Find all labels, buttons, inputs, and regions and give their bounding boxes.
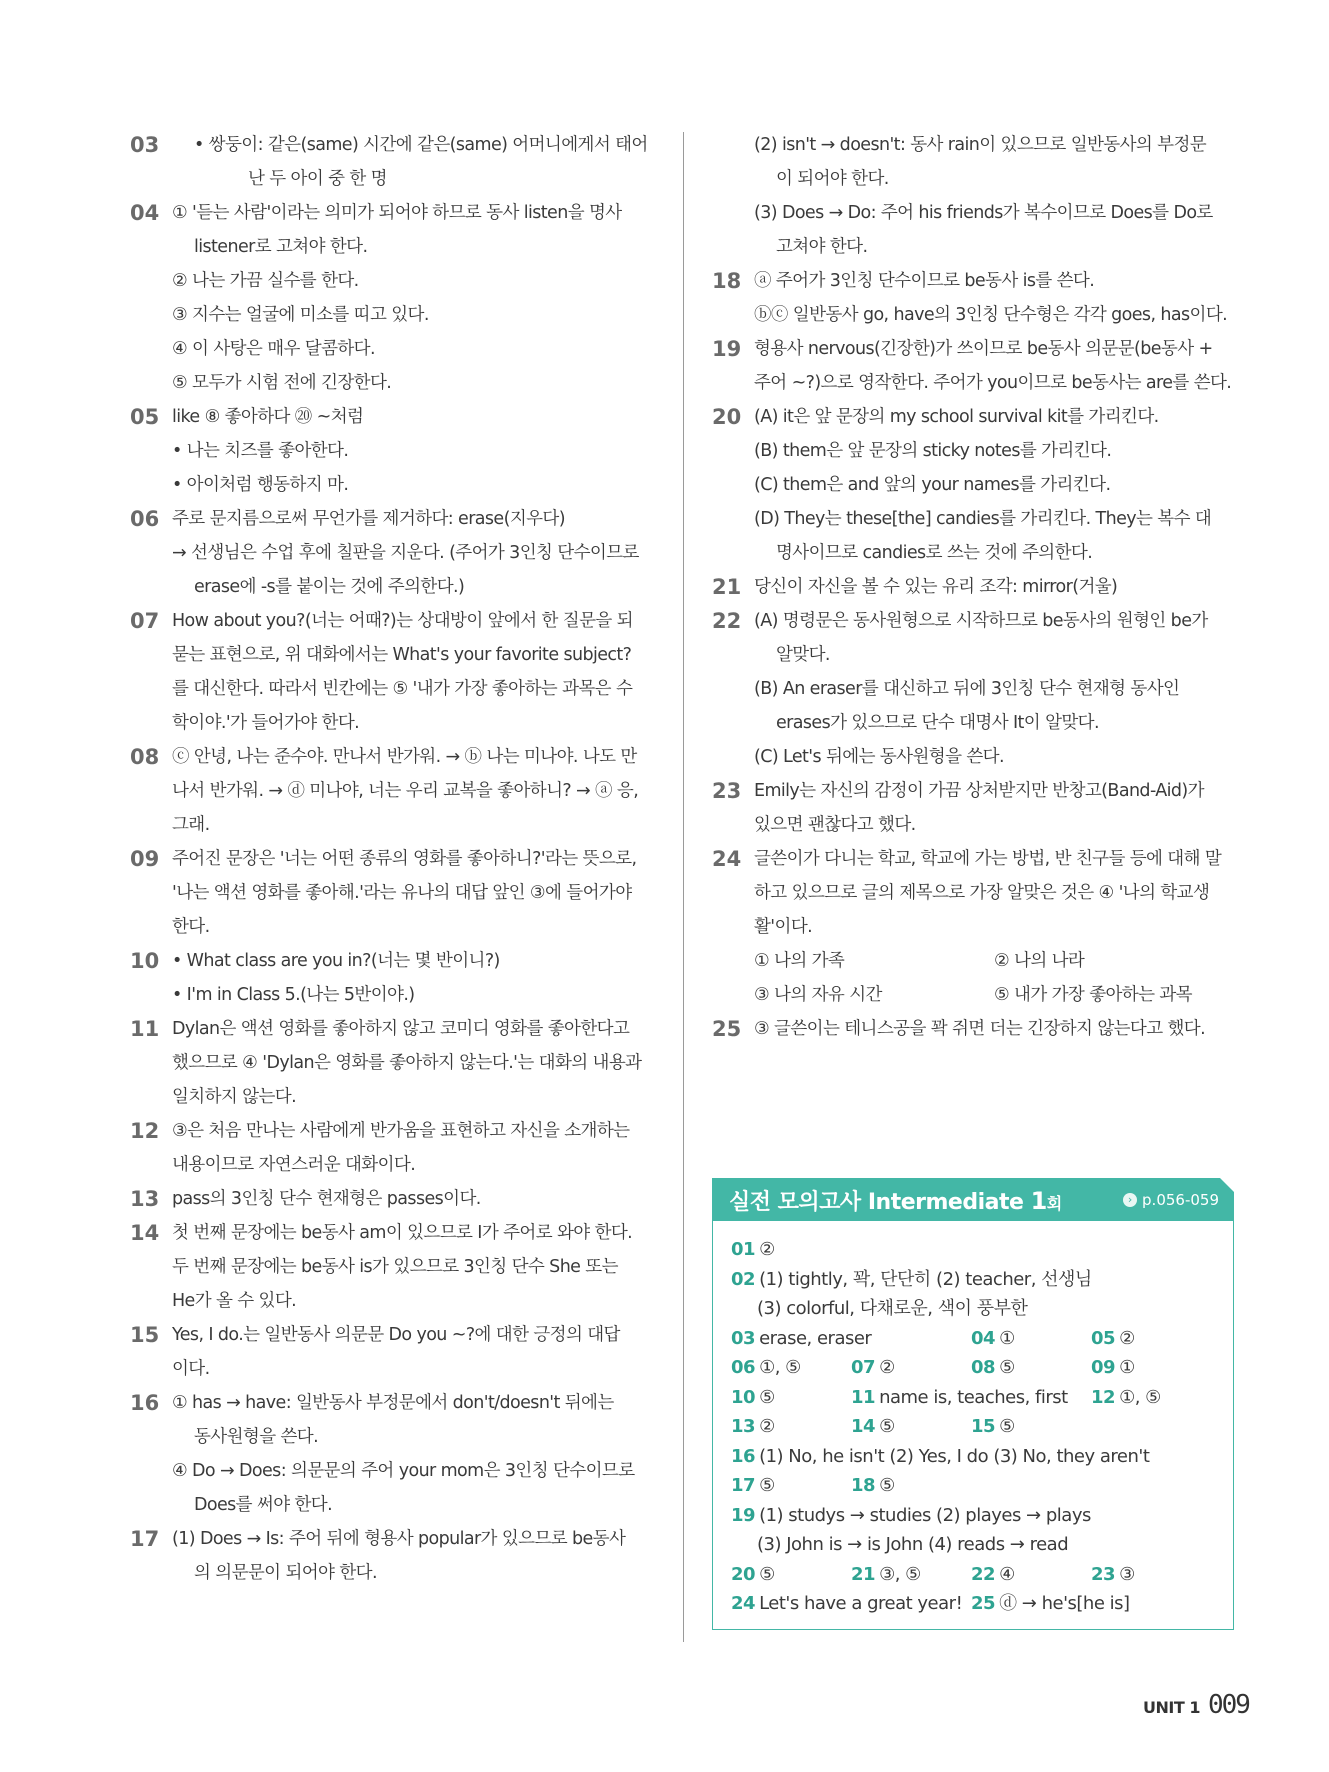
explanation-line: 첫 번째 문장에는 be동사 am이 있으므로 I가 주어로 와야 한다.: [172, 1223, 633, 1243]
answer-value: ③: [1119, 1563, 1135, 1585]
explanation-line: (B) An eraser를 대신하고 뒤에 3인칭 단수 현재형 동사인: [754, 679, 1180, 699]
explanation-line: 일치하지 않는다.: [172, 1087, 297, 1107]
explanation-line: ① '듣는 사람'이라는 의미가 되어야 하므로 동사 listen을 명사: [172, 203, 622, 223]
explanation-line: (A) 명령문은 동사원형으로 시작하므로 be동사의 원형인 be가: [754, 611, 1208, 631]
item-explanation: [172, 128, 655, 196]
item-number: 10: [130, 949, 160, 973]
explanation-line: (D) They는 these[the] candies를 가리킨다. They는 복수 대: [754, 509, 1212, 529]
explanation-line: 글쓴이가 다니는 학교, 학교에 가는 방법, 반 친구들 등에 대해 말: [754, 849, 1222, 869]
answer-item: [130, 1522, 655, 1590]
item-explanation: [172, 1522, 655, 1590]
answer-key-row: [731, 1589, 1215, 1619]
answer-item: [130, 1012, 655, 1114]
explanation-line: ⓒ 안녕, 나는 준수야. 만나서 반가워. → ⓑ 나는 미나야. 나도 만: [172, 747, 637, 767]
explanation-line: • What class are you in?(너는 몇 반이니?): [172, 951, 500, 971]
unit-label: UNIT 1: [1143, 1698, 1200, 1717]
item-number: 20: [712, 405, 742, 429]
answer-value: (1) tightly, 꽉, 단단히 (2) teacher, 선생님: [759, 1268, 1092, 1290]
explanation-line: '나는 액션 영화를 좋아해.'라는 유나의 대답 앞인 ③에 들어가야: [172, 883, 632, 903]
answer-key-cell: [731, 1589, 971, 1619]
answer-key-cell: [1091, 1383, 1211, 1413]
answer-item: [130, 128, 655, 196]
answer-value: ⑤: [999, 1357, 1015, 1378]
page-reference: › p.056-059: [1123, 1191, 1219, 1209]
explanation-line: (1) Does → Is: 주어 뒤에 형용사 popular가 있으므로 be동사: [172, 1529, 626, 1549]
item-explanation: [754, 1012, 1238, 1046]
answer-number: 04: [971, 1327, 996, 1349]
answer-key-cell: [1091, 1353, 1211, 1383]
explanation-line: • 나는 치즈를 좋아한다.: [172, 441, 349, 461]
answer-key-cell: [757, 1294, 1117, 1324]
answer-item: [130, 1386, 655, 1522]
answer-value: erase, eraser: [759, 1327, 872, 1349]
answer-value: ⑤: [999, 1416, 1015, 1437]
item-number: 14: [130, 1221, 160, 1245]
answer-key-cell: [851, 1471, 971, 1501]
answer-value: ①: [999, 1327, 1015, 1349]
answer-item: [130, 1182, 655, 1216]
item-explanation: [172, 1216, 655, 1318]
explanation-line: ⓐ 주어가 3인칭 단수이므로 be동사 is를 쓴다.: [754, 271, 1095, 291]
explanation-line: ③ 지수는 얼굴에 미소를 띠고 있다.: [172, 305, 429, 325]
page-number: 009: [1207, 1690, 1249, 1720]
item-explanation: [172, 740, 655, 842]
explanation-line: erases가 있으므로 단수 대명사 It이 알맞다.: [776, 713, 1099, 733]
answer-item: [712, 264, 1238, 332]
answer-key-row: [731, 1501, 1215, 1531]
explanation-line: 동사원형을 쓴다.: [194, 1427, 319, 1447]
item-number: 19: [712, 337, 742, 361]
answer-value: ⑤: [759, 1563, 775, 1585]
explanation-line: 한다.: [172, 917, 210, 937]
explanation-line: 알맞다.: [776, 645, 830, 665]
answer-value: name is, teaches, first: [879, 1386, 1068, 1408]
answer-item: [712, 774, 1238, 842]
item-number: 05: [130, 405, 160, 429]
answer-number: 09: [1091, 1357, 1116, 1378]
answer-key-row: [731, 1265, 1215, 1295]
answer-value: (1) studys → studies (2) playes → plays: [759, 1504, 1091, 1526]
explanation-line: He가 올 수 있다.: [172, 1291, 297, 1311]
item-explanation: [754, 128, 1238, 264]
explanation-line: ⓑⓒ 일반동사 go, have의 3인칭 단수형은 각각 goes, has이다.: [754, 305, 1228, 325]
explanation-line: 했으므로 ④ 'Dylan은 영화를 좋아하지 않는다.'는 대화의 내용과: [172, 1053, 642, 1073]
explanation-line: ④ Do → Does: 의문문의 주어 your mom은 3인칭 단수이므로: [172, 1461, 635, 1481]
answer-key-title: 실전 모의고사 Intermediate 1회: [729, 1186, 1062, 1215]
answer-number: 15: [971, 1416, 996, 1437]
answer-item: [130, 196, 655, 400]
item-explanation: [754, 774, 1238, 842]
item-explanation: [172, 1182, 655, 1216]
answer-item: [130, 944, 655, 1012]
answer-key-box: [712, 1178, 1234, 1630]
item-explanation: [172, 842, 655, 944]
answer-value: ⑤: [879, 1416, 895, 1437]
explanation-line: Emily는 자신의 감정이 가끔 상처받지만 반창고(Band-Aid)가: [754, 781, 1204, 801]
item-number: 15: [130, 1323, 160, 1347]
choice-row: [754, 944, 1238, 978]
right-column: [712, 128, 1238, 1046]
answer-number: 25: [971, 1593, 996, 1614]
answer-number: 12: [1091, 1386, 1116, 1408]
answer-item: [130, 1216, 655, 1318]
item-explanation: [172, 1386, 655, 1522]
answer-number: 01: [731, 1239, 756, 1260]
explanation-line: erase에 -s를 붙이는 것에 주의한다.): [194, 577, 465, 597]
answer-key-row: [731, 1353, 1215, 1383]
explanation-line: 두 번째 문장에는 be동사 is가 있으므로 3인칭 단수 She 또는: [172, 1257, 618, 1277]
answer-key-cell: [731, 1353, 851, 1383]
answer-number: 13: [731, 1416, 756, 1437]
answer-item: [130, 740, 655, 842]
explanation-line: 이다.: [172, 1359, 210, 1379]
answer-value: Let's have a great year!: [759, 1593, 963, 1614]
answer-item: [130, 1114, 655, 1182]
answer-key-cell: [731, 1471, 851, 1501]
item-number: 13: [130, 1187, 160, 1211]
answer-number: 23: [1091, 1563, 1116, 1585]
page-footer: [1143, 1690, 1249, 1720]
answer-value: ⑤: [879, 1475, 895, 1496]
explanation-line: 명사이므로 candies로 쓰는 것에 주의한다.: [776, 543, 1093, 563]
explanation-line: 형용사 nervous(긴장한)가 쓰이므로 be동사 의문문(be동사 +: [754, 339, 1213, 359]
answer-key-cell: [851, 1560, 971, 1590]
item-number: 04: [130, 201, 160, 225]
explanation-line: 그래.: [172, 815, 210, 835]
explanation-line: listener로 고쳐야 한다.: [194, 237, 368, 257]
answer-item: [712, 604, 1238, 774]
answer-item: [712, 1012, 1238, 1046]
answer-key-cell: [971, 1589, 1211, 1619]
explanation-line: 주어진 문장은 '너는 어떤 종류의 영화를 좋아하니?'라는 뜻으로,: [172, 849, 637, 869]
explanation-line: 당신이 자신을 볼 수 있는 유리 조각: mirror(거울): [754, 577, 1118, 597]
answer-number: 19: [731, 1504, 756, 1526]
answer-item: [712, 570, 1238, 604]
answer-value: ①, ⑤: [759, 1357, 801, 1378]
item-number: 22: [712, 609, 742, 633]
answer-key-row: [731, 1383, 1215, 1413]
answer-key-cell: [731, 1501, 1091, 1531]
explanation-line: (3) Does → Do: 주어 his friends가 복수이므로 Does를 Do로: [754, 203, 1213, 223]
answer-number: 14: [851, 1416, 876, 1437]
explanation-line: like ⑧ 좋아하다 ⑳ ~처럼: [172, 407, 364, 427]
answer-value: ③, ⑤: [879, 1563, 921, 1585]
answer-number: 18: [851, 1475, 876, 1496]
answer-item: [712, 332, 1238, 400]
item-number: 18: [712, 269, 742, 293]
item-number: 24: [712, 847, 742, 871]
answer-key-cell: [757, 1530, 1117, 1560]
answer-number: 08: [971, 1357, 996, 1378]
item-number: 08: [130, 745, 160, 769]
answer-value: ②: [1119, 1327, 1135, 1349]
answer-number: 20: [731, 1563, 756, 1585]
answer-number: 16: [731, 1445, 756, 1467]
answer-key-cell: [731, 1442, 1150, 1472]
item-explanation: [172, 502, 655, 604]
answer-key-cell: [731, 1324, 971, 1354]
answer-value: ②: [879, 1357, 895, 1378]
item-explanation: [172, 1012, 655, 1114]
answer-value: (3) John is → is John (4) reads → read: [757, 1534, 1069, 1555]
answer-number: 10: [731, 1386, 756, 1408]
item-explanation: [754, 264, 1238, 332]
explanation-line: 난 두 아이 중 한 명: [248, 169, 387, 189]
item-explanation: [172, 400, 655, 502]
item-number: 23: [712, 779, 742, 803]
explanation-line: (C) them은 and 앞의 your names를 가리킨다.: [754, 475, 1111, 495]
answer-item: [130, 400, 655, 502]
explanation-line: 를 대신한다. 따라서 빈칸에는 ⑤ '내가 가장 좋아하는 과목은 수: [172, 679, 633, 699]
answer-key-cell: [851, 1412, 971, 1442]
answer-key-row: [731, 1560, 1215, 1590]
answer-key-cell: [971, 1560, 1091, 1590]
item-number: 16: [130, 1391, 160, 1415]
explanation-line: 하고 있으므로 글의 제목으로 가장 알맞은 것은 ④ '나의 학교생: [754, 883, 1210, 903]
item-number: 21: [712, 575, 742, 599]
answer-key-header: [713, 1179, 1233, 1221]
explanation-line: • 아이처럼 행동하지 마.: [172, 475, 349, 495]
explanation-line: 활'이다.: [754, 917, 813, 937]
explanation-line: (A) it은 앞 문장의 my school survival kit를 가리킨다.: [754, 407, 1159, 427]
answer-number: 02: [731, 1268, 756, 1290]
explanation-line: How about you?(너는 어때?)는 상대방이 앞에서 한 질문을 되: [172, 611, 633, 631]
answer-key-row: [731, 1442, 1215, 1472]
item-number: 09: [130, 847, 160, 871]
answer-number: 22: [971, 1563, 996, 1585]
item-explanation: [754, 570, 1238, 604]
explanation-line: ⑤ 모두가 시험 전에 긴장한다.: [172, 373, 392, 393]
answer-value: ⑤: [759, 1475, 775, 1496]
answer-value: ②: [759, 1416, 775, 1437]
explanation-line: (B) them은 앞 문장의 sticky notes를 가리킨다.: [754, 441, 1112, 461]
item-explanation: [172, 604, 655, 740]
answer-key-cell: [851, 1353, 971, 1383]
answer-item: [712, 400, 1238, 570]
answer-key-cell: [731, 1383, 851, 1413]
explanation-line: ① has → have: 일반동사 부정문에서 don't/doesn't 뒤에는: [172, 1393, 614, 1413]
item-explanation: [172, 944, 655, 1012]
choice-row: [754, 978, 1238, 1012]
item-number: 12: [130, 1119, 160, 1143]
explanation-line: ④ 이 사탕은 매우 달콤하다.: [172, 339, 375, 359]
item-number: 11: [130, 1017, 160, 1041]
explanation-line: 있으면 괜찮다고 했다.: [754, 815, 916, 835]
answer-value: ①: [1119, 1357, 1135, 1378]
left-column: [130, 128, 655, 1590]
choice-option: ② 나의 나라: [994, 951, 1085, 971]
explanation-line: ③ 글쓴이는 테니스공을 꽉 쥐면 더는 긴장하지 않는다고 했다.: [754, 1019, 1206, 1039]
item-explanation: [172, 1114, 655, 1182]
item-number: 17: [130, 1527, 160, 1551]
explanation-line: ② 나는 가끔 실수를 한다.: [172, 271, 359, 291]
answer-key-cell: [731, 1560, 851, 1590]
item-explanation: [754, 604, 1238, 774]
answer-key-row: [731, 1471, 1215, 1501]
answer-number: 03: [731, 1327, 756, 1349]
item-explanation: [754, 842, 1238, 1012]
column-divider: [683, 132, 684, 1642]
item-number: 03: [130, 133, 160, 157]
item-number: 06: [130, 507, 160, 531]
answer-key-row: [731, 1530, 1215, 1560]
explanation-line: (2) isn't → doesn't: 동사 rain이 있으므로 일반동사의 부정문: [754, 135, 1207, 155]
answer-value: (1) No, he isn't (2) Yes, I do (3) No, they aren't: [759, 1445, 1150, 1467]
explanation-line: ③은 처음 만나는 사람에게 반가움을 표현하고 자신을 소개하는: [172, 1121, 630, 1141]
explanation-line: 이 되어야 한다.: [776, 169, 889, 189]
answer-item: [130, 842, 655, 944]
answer-number: 21: [851, 1563, 876, 1585]
answer-number: 11: [851, 1386, 876, 1408]
choice-option: ① 나의 가족: [754, 951, 845, 971]
explanation-line: 주로 문지름으로써 무언가를 제거하다: erase(지우다): [172, 509, 565, 529]
item-explanation: [754, 400, 1238, 570]
answer-key-cell: [731, 1265, 1091, 1295]
answer-item: [130, 604, 655, 740]
answer-key-row: [731, 1235, 1215, 1265]
choice-option: ③ 나의 자유 시간: [754, 985, 882, 1005]
answer-value: ⑤: [759, 1386, 775, 1408]
explanation-line: 주어 ~?)으로 영작한다. 주어가 you이므로 be동사는 are를 쓴다.: [754, 373, 1232, 393]
explanation-line: Does를 써야 한다.: [194, 1495, 333, 1515]
explanation-line: 학이야.'가 들어가야 한다.: [172, 713, 360, 733]
answer-key-body: [713, 1221, 1233, 1619]
answer-key-cell: [971, 1412, 1091, 1442]
answer-key-cell: [851, 1383, 1091, 1413]
answer-number: 05: [1091, 1327, 1116, 1349]
choice-option: ⑤ 내가 가장 좋아하는 과목: [994, 985, 1192, 1005]
item-number: 25: [712, 1017, 742, 1041]
answer-value: ②: [759, 1239, 775, 1260]
answer-key-cell: [971, 1353, 1091, 1383]
item-explanation: [172, 1318, 655, 1386]
answer-item: [130, 1318, 655, 1386]
answer-key-cell: [731, 1235, 1091, 1265]
item-explanation: [754, 332, 1238, 400]
answer-item: [712, 128, 1238, 264]
explanation-line: • I'm in Class 5.(나는 5반이야.): [172, 985, 415, 1005]
explanation-line: • 쌍둥이: 같은(same) 시간에 같은(same) 어머니에게서 태어: [194, 135, 648, 155]
answer-number: 17: [731, 1475, 756, 1496]
answer-key-row: [731, 1294, 1215, 1324]
explanation-line: 고쳐야 한다.: [776, 237, 868, 257]
answer-key-cell: [731, 1412, 851, 1442]
answer-item: [712, 842, 1238, 1012]
answer-key-cell: [971, 1324, 1091, 1354]
answer-key-cell: [1091, 1324, 1211, 1354]
explanation-line: pass의 3인칭 단수 현재형은 passes이다.: [172, 1189, 481, 1209]
answer-key-row: [731, 1324, 1215, 1354]
answer-number: 06: [731, 1357, 756, 1378]
explanation-line: 의 의문문이 되어야 한다.: [194, 1563, 377, 1583]
chevron-right-icon: ›: [1123, 1193, 1137, 1207]
answer-value: ④: [999, 1563, 1015, 1585]
answer-number: 24: [731, 1593, 756, 1614]
answer-item: [130, 502, 655, 604]
answer-value: ⓓ → he's[he is]: [999, 1593, 1130, 1614]
answer-value: (3) colorful, 다채로운, 색이 풍부한: [757, 1298, 1028, 1319]
explanation-line: Yes, I do.는 일반동사 의문문 Do you ~?에 대한 긍정의 대답: [172, 1325, 620, 1345]
answer-key-cell: [1091, 1560, 1211, 1590]
explanation-line: (C) Let's 뒤에는 동사원형을 쓴다.: [754, 747, 1004, 767]
explanation-line: → 선생님은 수업 후에 칠판을 지운다. (주어가 3인칭 단수이므로: [172, 543, 639, 563]
explanation-line: 나서 반가워. → ⓓ 미나야, 너는 우리 교복을 좋아하니? → ⓐ 응,: [172, 781, 639, 801]
answer-number: 07: [851, 1357, 876, 1378]
answer-key-row: [731, 1412, 1215, 1442]
answer-value: ①, ⑤: [1119, 1386, 1161, 1408]
item-explanation: [172, 196, 655, 400]
explanation-line: 묻는 표현으로, 위 대화에서는 What's your favorite subject?: [172, 645, 632, 665]
item-number: 07: [130, 609, 160, 633]
explanation-line: 내용이므로 자연스러운 대화이다.: [172, 1155, 416, 1175]
explanation-line: Dylan은 액션 영화를 좋아하지 않고 코미디 영화를 좋아한다고: [172, 1019, 630, 1039]
